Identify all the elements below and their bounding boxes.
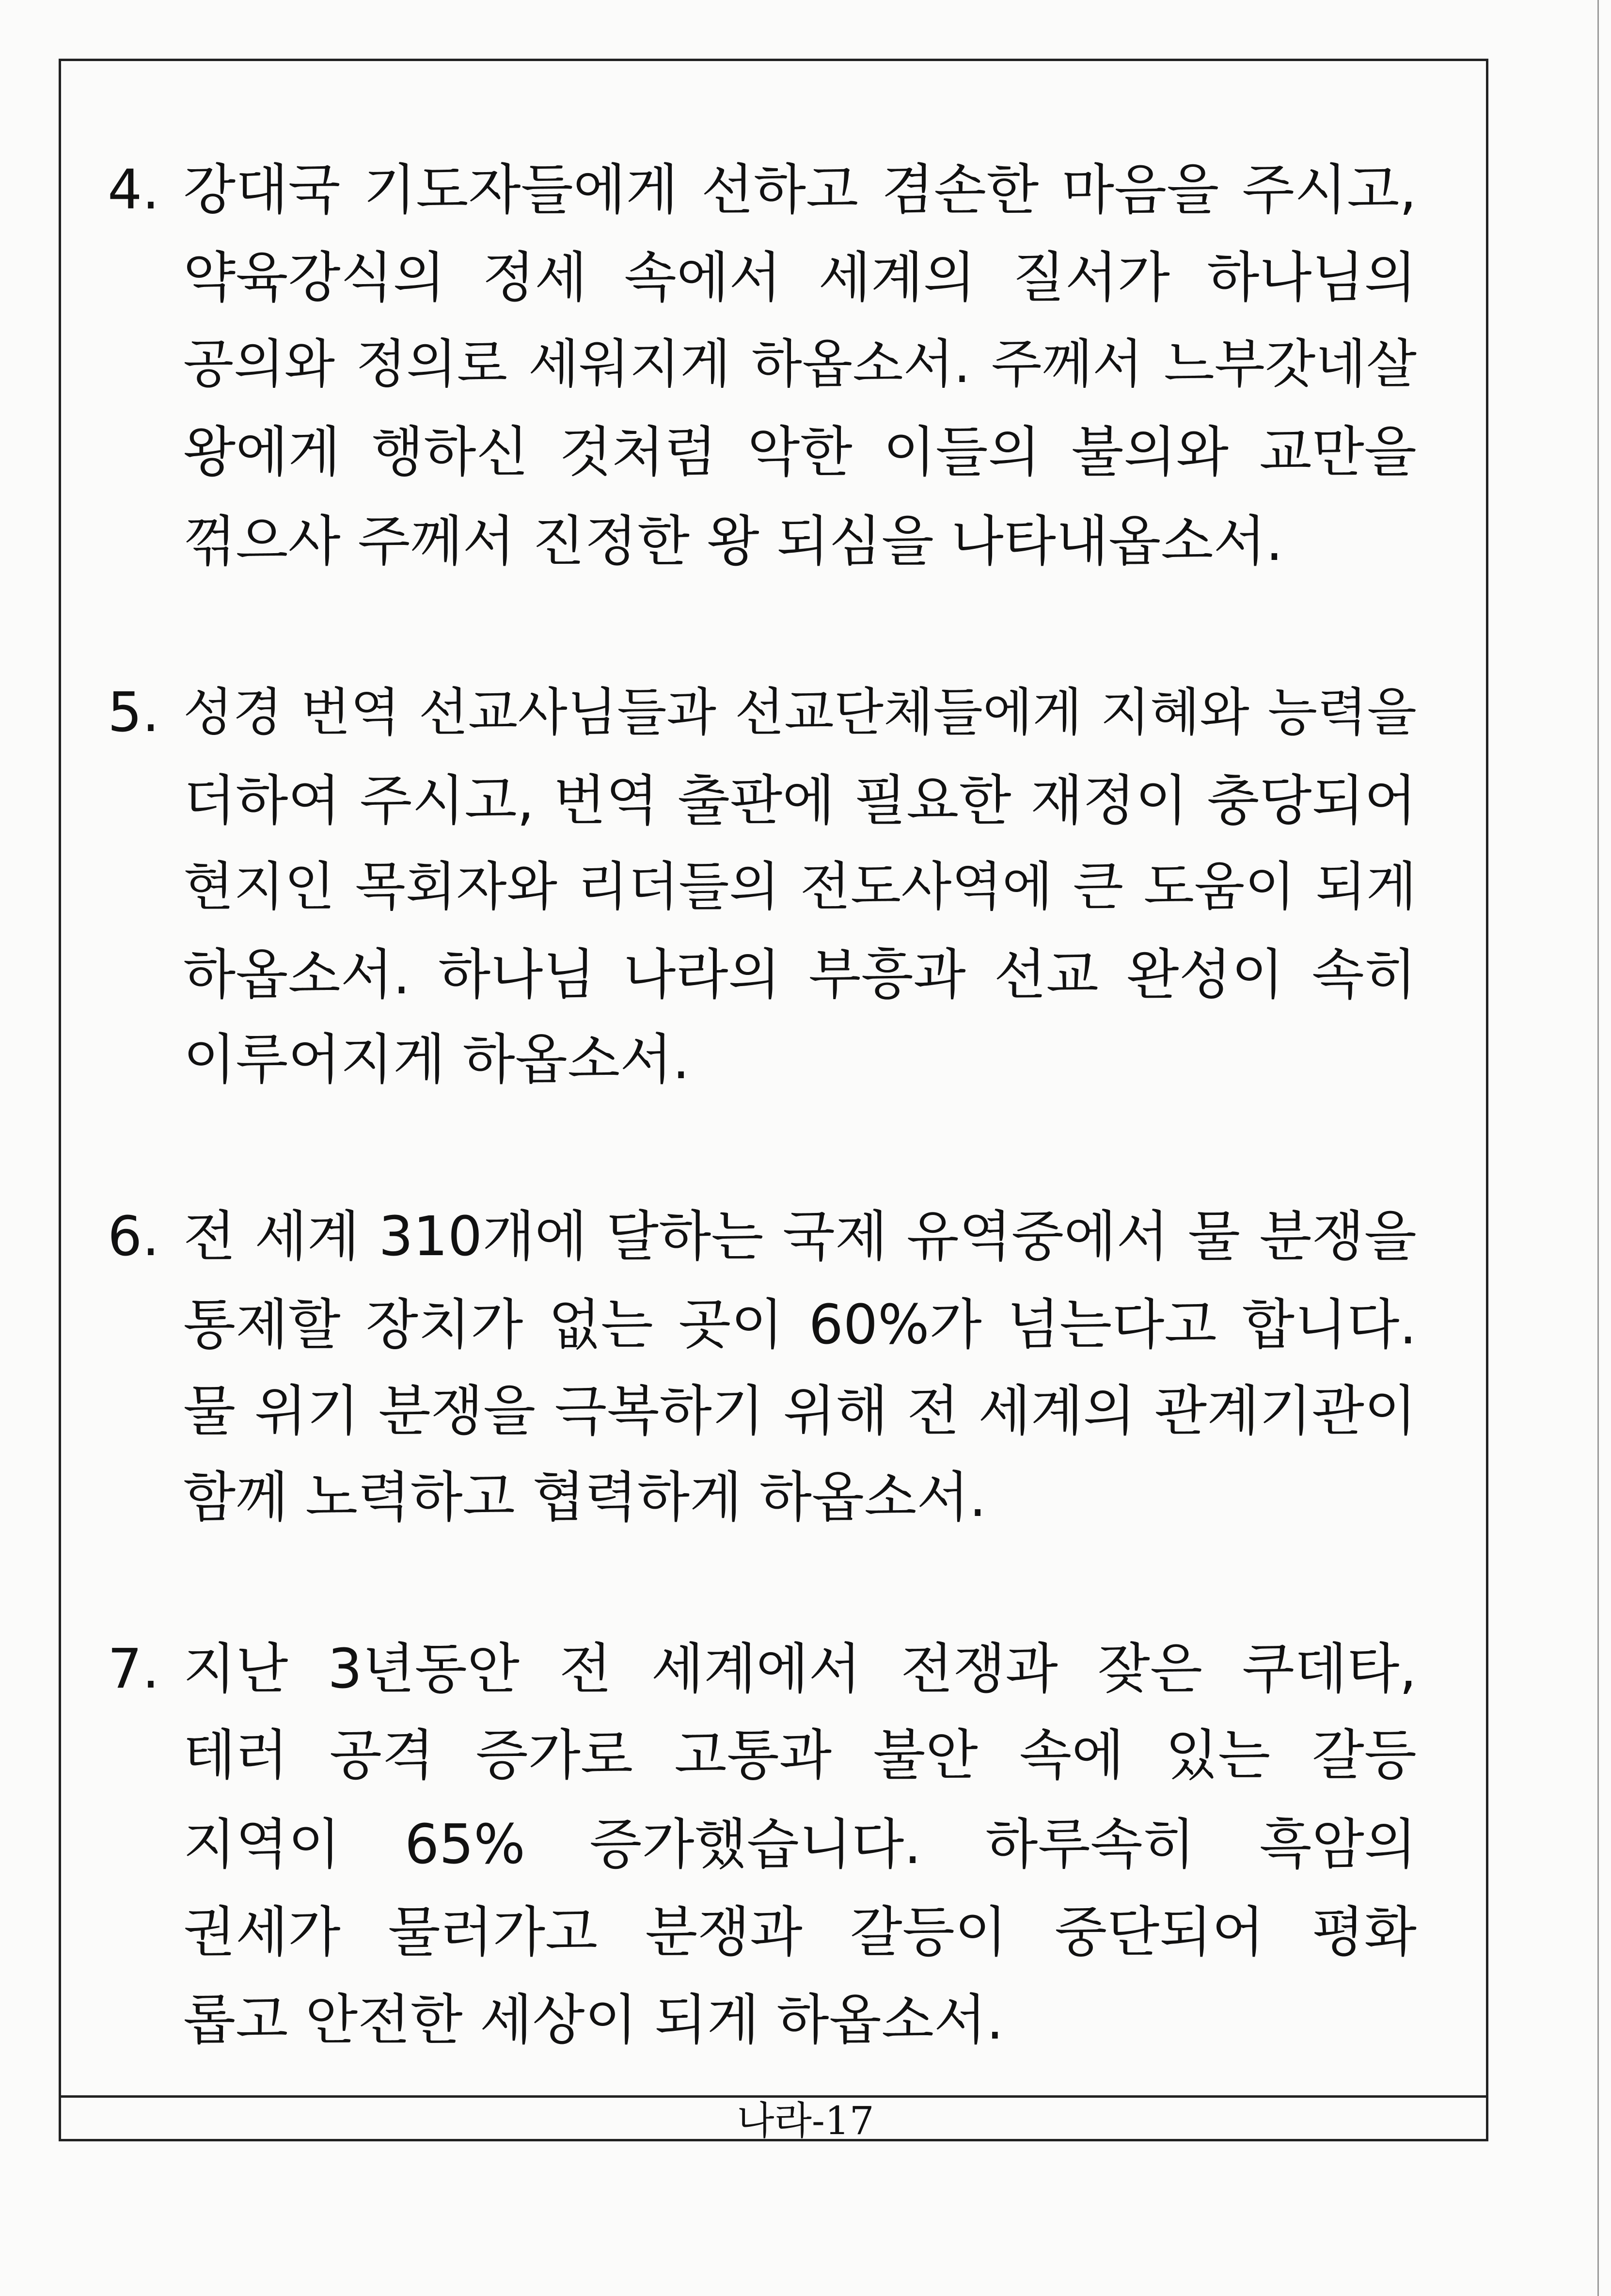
text-line: 더하여 주시고, 번역 출판에 필요한 재정이 충당되어 bbox=[183, 769, 1417, 832]
text-line: 지난 3년동안 전 세계에서 전쟁과 잦은 쿠데타, bbox=[183, 1638, 1417, 1701]
text-line: 공의와 정의로 세워지게 하옵소서. 주께서 느부갓네살 bbox=[183, 334, 1417, 395]
text-line: 롭고 안전한 세상이 되게 하옵소서. bbox=[183, 1989, 1004, 2052]
text-line: 성경 번역 선교사님들과 선교단체들에게 지혜와 능력을 bbox=[183, 683, 1417, 742]
text-line: 통제할 장치가 없는 곳이 60%가 넘는다고 합니다. bbox=[183, 1293, 1417, 1356]
text-line: 전 세계 310개에 달하는 국제 유역중에서 물 분쟁을 bbox=[183, 1205, 1417, 1268]
text-line: 함께 노력하고 협력하게 하옵소서. bbox=[183, 1466, 987, 1529]
text-line: 테러 공격 증가로 고통과 불안 속에 있는 갈등 bbox=[183, 1724, 1417, 1787]
text-line: 지역이 65% 증가했습니다. 하루속히 흑암의 bbox=[183, 1813, 1417, 1876]
text-line: 왕에게 행하신 것처럼 악한 이들의 불의와 교만을 bbox=[183, 421, 1417, 484]
text-line: 권세가 물러가고 분쟁과 갈등이 중단되어 평화 bbox=[183, 1901, 1417, 1964]
scan-edge bbox=[1597, 0, 1599, 2296]
item-number: 4. bbox=[108, 159, 159, 222]
item-number: 7. bbox=[108, 1638, 159, 1701]
text-line: 꺾으사 주께서 진정한 왕 되심을 나타내옵소서. bbox=[183, 510, 1283, 573]
text-line: 현지인 목회자와 리더들의 전도사역에 큰 도움이 되게 bbox=[183, 857, 1417, 917]
text-line: 이루어지게 하옵소서. bbox=[183, 1028, 690, 1091]
text-line: 약육강식의 정세 속에서 세계의 질서가 하나님의 bbox=[183, 246, 1417, 309]
text-line: 물 위기 분쟁을 극복하기 위해 전 세계의 관계기관이 bbox=[183, 1380, 1417, 1443]
page-number: 나라-17 bbox=[737, 2098, 874, 2143]
text-line: 하옵소서. 하나님 나라의 부흥과 선교 완성이 속히 bbox=[183, 943, 1417, 1006]
text-line: 강대국 기도자들에게 선하고 겸손한 마음을 주시고, bbox=[183, 159, 1417, 222]
item-number: 5. bbox=[108, 681, 159, 744]
item-number: 6. bbox=[108, 1205, 159, 1268]
